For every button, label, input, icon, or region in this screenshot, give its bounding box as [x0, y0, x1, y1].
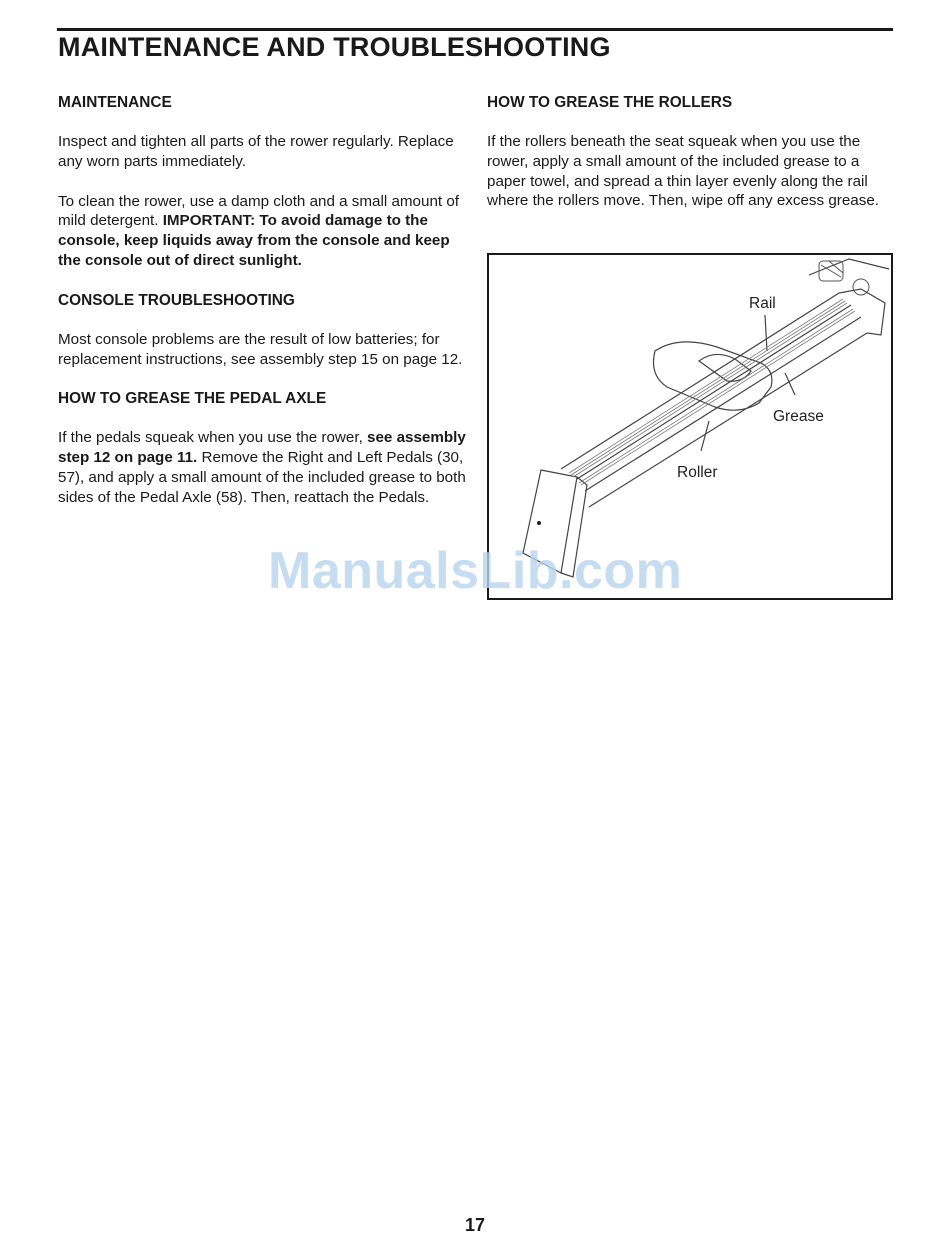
rear-end-shape: [839, 289, 885, 335]
page-title: MAINTENANCE AND TROUBLESHOOTING: [58, 32, 611, 62]
right-column: [487, 93, 895, 231]
watermark: ManualsLib.com: [268, 542, 683, 600]
pedal-axle-reference: see assembly step 12 on page 11.: [58, 429, 466, 467]
cleaning-text: To clean the rower, use a damp cloth and a small amount of mild detergent.: [58, 192, 460, 230]
rail-inner-edge: [577, 305, 851, 479]
rollers-paragraph: If the rollers beneath the seat squeak when you use the rower, apply a small amount of the included grease to a paper towel, and spread a thin layer evenly along the rail where the rollers move. Then, wipe off any excess grease.: [487, 133, 879, 210]
roller-label: Roller: [677, 464, 718, 481]
maintenance-paragraph-1: Inspect and tighten all parts of the rower regularly. Replace any worn parts immediately.: [58, 133, 454, 170]
rail-label: Rail: [749, 295, 776, 312]
maintenance-section: [58, 93, 468, 271]
pedal-axle-heading: HOW TO GREASE THE PEDAL AXLE: [58, 390, 327, 408]
seat-outline: [654, 342, 772, 410]
pedal-axle-paragraph: [58, 428, 468, 507]
pedal-axle-section: [58, 389, 468, 507]
important-warning: IMPORTANT: To avoid damage to the console, keep liquids away from the console and keep the console out of direct sunlight.: [58, 212, 450, 269]
console-troubleshooting-heading: CONSOLE TROUBLESHOOTING: [58, 291, 295, 309]
rail-lower-edge: [589, 333, 867, 507]
page-number: 17: [464, 1215, 486, 1235]
rail-top-edge: [561, 293, 839, 469]
rollers-heading: HOW TO GREASE THE ROLLERS: [487, 94, 733, 111]
grease-label: Grease: [773, 408, 824, 425]
front-foot-hole: [537, 521, 541, 525]
rail-bottom-edge: [585, 317, 861, 491]
maintenance-paragraph-2: [58, 192, 468, 271]
pedal-axle-text-end: Remove the Right and Left Pedals (30, 57), and apply a small amount of the included grease to both sides of the Pedal Axle (58). Then, reattach the Pedals.: [58, 449, 466, 506]
console-troubleshooting-section: [58, 291, 468, 370]
rollers-section: [487, 93, 895, 211]
maintenance-heading: MAINTENANCE: [58, 94, 172, 111]
header-rule: [57, 28, 893, 31]
left-column: [58, 93, 468, 528]
rail-leader: [765, 315, 767, 351]
pedal-axle-text-start: If the pedals squeak when you use the rower,: [58, 429, 368, 447]
console-troubleshooting-paragraph: Most console problems are the result of low batteries; for replacement instructions, see assembly step 15 on page 12.: [58, 330, 463, 368]
